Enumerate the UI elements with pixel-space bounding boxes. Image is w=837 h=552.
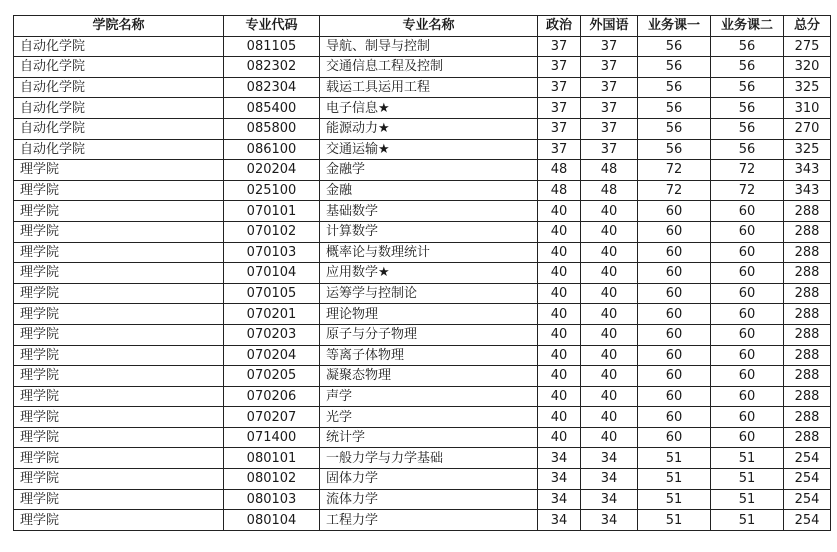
subject-one-score-cell: 60 (638, 324, 711, 345)
subject-one-score-cell: 60 (638, 263, 711, 284)
table-row (14, 180, 831, 201)
subject-one-score-cell: 56 (638, 77, 711, 98)
major-code-cell: 070103 (224, 242, 320, 263)
major-name-cell: 流体力学 (320, 489, 538, 510)
politics-score-cell: 40 (538, 386, 581, 407)
major-name-cell: 交通信息工程及控制 (320, 57, 538, 78)
major-name-cell: 金融 (320, 180, 538, 201)
politics-score-cell: 48 (538, 160, 581, 181)
politics-score-cell: 40 (538, 263, 581, 284)
header-row (14, 16, 831, 37)
foreign-language-score-cell: 37 (581, 139, 638, 160)
foreign-language-score-cell: 48 (581, 160, 638, 181)
college-name-cell: 理学院 (14, 427, 224, 448)
politics-score-cell: 37 (538, 57, 581, 78)
subject-two-score-cell: 51 (711, 510, 784, 531)
subject-one-score-cell: 51 (638, 448, 711, 469)
college-name-cell: 自动化学院 (14, 77, 224, 98)
table-row (14, 324, 831, 345)
politics-score-cell: 40 (538, 283, 581, 304)
header-subject-one: 业务课一 (638, 16, 711, 37)
college-name-cell: 理学院 (14, 263, 224, 284)
politics-score-cell: 40 (538, 221, 581, 242)
table-row (14, 366, 831, 387)
major-name-cell: 工程力学 (320, 510, 538, 531)
college-name-cell: 理学院 (14, 448, 224, 469)
total-score-cell: 288 (784, 345, 831, 366)
major-code-cell: 070205 (224, 366, 320, 387)
major-code-cell: 070101 (224, 201, 320, 222)
major-code-cell: 071400 (224, 427, 320, 448)
politics-score-cell: 40 (538, 242, 581, 263)
table-row (14, 407, 831, 428)
foreign-language-score-cell: 40 (581, 324, 638, 345)
subject-two-score-cell: 60 (711, 366, 784, 387)
politics-score-cell: 34 (538, 448, 581, 469)
total-score-cell: 254 (784, 448, 831, 469)
foreign-language-score-cell: 40 (581, 366, 638, 387)
subject-two-score-cell: 60 (711, 283, 784, 304)
table-body (14, 36, 831, 530)
total-score-cell: 270 (784, 118, 831, 139)
table-row (14, 221, 831, 242)
header-subject-two: 业务课二 (711, 16, 784, 37)
total-score-cell: 310 (784, 98, 831, 119)
major-name-cell: 凝聚态物理 (320, 366, 538, 387)
foreign-language-score-cell: 40 (581, 427, 638, 448)
subject-one-score-cell: 60 (638, 221, 711, 242)
foreign-language-score-cell: 48 (581, 180, 638, 201)
subject-one-score-cell: 60 (638, 283, 711, 304)
subject-one-score-cell: 60 (638, 242, 711, 263)
major-code-cell: 070203 (224, 324, 320, 345)
college-name-cell: 理学院 (14, 510, 224, 531)
total-score-cell: 254 (784, 489, 831, 510)
politics-score-cell: 34 (538, 469, 581, 490)
table-row (14, 427, 831, 448)
foreign-language-score-cell: 40 (581, 201, 638, 222)
total-score-cell: 320 (784, 57, 831, 78)
major-code-cell: 070102 (224, 221, 320, 242)
total-score-cell: 288 (784, 221, 831, 242)
major-name-cell: 电子信息★ (320, 98, 538, 119)
major-name-cell: 应用数学★ (320, 263, 538, 284)
college-name-cell: 理学院 (14, 304, 224, 325)
major-code-cell: 086100 (224, 139, 320, 160)
total-score-cell: 254 (784, 510, 831, 531)
major-name-cell: 光学 (320, 407, 538, 428)
foreign-language-score-cell: 40 (581, 263, 638, 284)
header-politics: 政治 (538, 16, 581, 37)
major-code-cell: 070201 (224, 304, 320, 325)
college-name-cell: 理学院 (14, 242, 224, 263)
header-total-score: 总分 (784, 16, 831, 37)
politics-score-cell: 37 (538, 139, 581, 160)
subject-two-score-cell: 51 (711, 448, 784, 469)
table-header (14, 16, 831, 37)
subject-one-score-cell: 60 (638, 345, 711, 366)
major-code-cell: 070206 (224, 386, 320, 407)
subject-two-score-cell: 56 (711, 139, 784, 160)
table-row (14, 242, 831, 263)
subject-one-score-cell: 72 (638, 160, 711, 181)
table-row (14, 469, 831, 490)
major-code-cell: 070104 (224, 263, 320, 284)
major-name-cell: 载运工具运用工程 (320, 77, 538, 98)
politics-score-cell: 37 (538, 77, 581, 98)
major-code-cell: 080102 (224, 469, 320, 490)
table-row (14, 345, 831, 366)
college-name-cell: 自动化学院 (14, 139, 224, 160)
subject-one-score-cell: 56 (638, 118, 711, 139)
foreign-language-score-cell: 37 (581, 57, 638, 78)
subject-two-score-cell: 56 (711, 77, 784, 98)
total-score-cell: 288 (784, 386, 831, 407)
subject-one-score-cell: 60 (638, 427, 711, 448)
major-name-cell: 能源动力★ (320, 118, 538, 139)
major-name-cell: 基础数学 (320, 201, 538, 222)
major-code-cell: 085800 (224, 118, 320, 139)
subject-two-score-cell: 56 (711, 57, 784, 78)
major-name-cell: 运筹学与控制论 (320, 283, 538, 304)
subject-one-score-cell: 51 (638, 489, 711, 510)
subject-two-score-cell: 60 (711, 386, 784, 407)
table-row (14, 98, 831, 119)
college-name-cell: 理学院 (14, 345, 224, 366)
subject-two-score-cell: 60 (711, 263, 784, 284)
table-row (14, 77, 831, 98)
politics-score-cell: 40 (538, 304, 581, 325)
college-name-cell: 理学院 (14, 469, 224, 490)
major-name-cell: 原子与分子物理 (320, 324, 538, 345)
major-name-cell: 理论物理 (320, 304, 538, 325)
header-major-code: 专业代码 (224, 16, 320, 37)
foreign-language-score-cell: 34 (581, 469, 638, 490)
college-name-cell: 理学院 (14, 221, 224, 242)
foreign-language-score-cell: 37 (581, 77, 638, 98)
subject-two-score-cell: 60 (711, 304, 784, 325)
subject-two-score-cell: 51 (711, 469, 784, 490)
politics-score-cell: 40 (538, 427, 581, 448)
header-major-name: 专业名称 (320, 16, 538, 37)
politics-score-cell: 37 (538, 118, 581, 139)
politics-score-cell: 40 (538, 366, 581, 387)
subject-one-score-cell: 56 (638, 57, 711, 78)
table-row (14, 160, 831, 181)
college-name-cell: 理学院 (14, 160, 224, 181)
politics-score-cell: 34 (538, 489, 581, 510)
college-name-cell: 理学院 (14, 489, 224, 510)
table-row (14, 118, 831, 139)
total-score-cell: 288 (784, 407, 831, 428)
major-name-cell: 一般力学与力学基础 (320, 448, 538, 469)
total-score-cell: 254 (784, 469, 831, 490)
subject-two-score-cell: 72 (711, 160, 784, 181)
major-code-cell: 070207 (224, 407, 320, 428)
subject-one-score-cell: 60 (638, 386, 711, 407)
score-table (13, 15, 831, 531)
foreign-language-score-cell: 34 (581, 489, 638, 510)
subject-two-score-cell: 60 (711, 427, 784, 448)
table-row (14, 304, 831, 325)
major-code-cell: 082302 (224, 57, 320, 78)
subject-one-score-cell: 51 (638, 510, 711, 531)
foreign-language-score-cell: 40 (581, 242, 638, 263)
total-score-cell: 288 (784, 263, 831, 284)
total-score-cell: 288 (784, 427, 831, 448)
politics-score-cell: 37 (538, 98, 581, 119)
total-score-cell: 288 (784, 201, 831, 222)
subject-one-score-cell: 51 (638, 469, 711, 490)
major-name-cell: 声学 (320, 386, 538, 407)
foreign-language-score-cell: 40 (581, 407, 638, 428)
subject-two-score-cell: 56 (711, 36, 784, 57)
major-code-cell: 080103 (224, 489, 320, 510)
subject-one-score-cell: 60 (638, 304, 711, 325)
subject-two-score-cell: 60 (711, 324, 784, 345)
table-row (14, 201, 831, 222)
foreign-language-score-cell: 40 (581, 283, 638, 304)
header-foreign-language: 外国语 (581, 16, 638, 37)
subject-one-score-cell: 60 (638, 366, 711, 387)
header-college-name: 学院名称 (14, 16, 224, 37)
politics-score-cell: 40 (538, 201, 581, 222)
subject-two-score-cell: 56 (711, 98, 784, 119)
total-score-cell: 288 (784, 283, 831, 304)
college-name-cell: 理学院 (14, 407, 224, 428)
table-row (14, 283, 831, 304)
foreign-language-score-cell: 37 (581, 98, 638, 119)
table-row (14, 263, 831, 284)
politics-score-cell: 40 (538, 324, 581, 345)
table-row (14, 57, 831, 78)
foreign-language-score-cell: 34 (581, 510, 638, 531)
major-code-cell: 082304 (224, 77, 320, 98)
politics-score-cell: 37 (538, 36, 581, 57)
subject-two-score-cell: 60 (711, 345, 784, 366)
college-name-cell: 自动化学院 (14, 57, 224, 78)
subject-two-score-cell: 60 (711, 242, 784, 263)
table-row (14, 386, 831, 407)
subject-one-score-cell: 56 (638, 139, 711, 160)
table-row (14, 139, 831, 160)
college-name-cell: 自动化学院 (14, 98, 224, 119)
total-score-cell: 325 (784, 139, 831, 160)
foreign-language-score-cell: 37 (581, 36, 638, 57)
foreign-language-score-cell: 40 (581, 304, 638, 325)
subject-two-score-cell: 60 (711, 407, 784, 428)
politics-score-cell: 48 (538, 180, 581, 201)
total-score-cell: 288 (784, 242, 831, 263)
major-code-cell: 085400 (224, 98, 320, 119)
total-score-cell: 343 (784, 160, 831, 181)
table-row (14, 510, 831, 531)
total-score-cell: 288 (784, 366, 831, 387)
college-name-cell: 自动化学院 (14, 36, 224, 57)
table-row (14, 489, 831, 510)
subject-one-score-cell: 60 (638, 201, 711, 222)
subject-two-score-cell: 72 (711, 180, 784, 201)
college-name-cell: 理学院 (14, 386, 224, 407)
subject-one-score-cell: 56 (638, 36, 711, 57)
total-score-cell: 343 (784, 180, 831, 201)
major-name-cell: 概率论与数理统计 (320, 242, 538, 263)
subject-one-score-cell: 56 (638, 98, 711, 119)
subject-one-score-cell: 72 (638, 180, 711, 201)
college-name-cell: 理学院 (14, 180, 224, 201)
subject-two-score-cell: 60 (711, 221, 784, 242)
college-name-cell: 自动化学院 (14, 118, 224, 139)
subject-one-score-cell: 60 (638, 407, 711, 428)
score-table-container (13, 15, 831, 531)
subject-two-score-cell: 51 (711, 489, 784, 510)
total-score-cell: 288 (784, 304, 831, 325)
subject-two-score-cell: 56 (711, 118, 784, 139)
major-name-cell: 统计学 (320, 427, 538, 448)
foreign-language-score-cell: 37 (581, 118, 638, 139)
total-score-cell: 288 (784, 324, 831, 345)
major-code-cell: 025100 (224, 180, 320, 201)
college-name-cell: 理学院 (14, 366, 224, 387)
politics-score-cell: 40 (538, 407, 581, 428)
total-score-cell: 275 (784, 36, 831, 57)
politics-score-cell: 40 (538, 345, 581, 366)
foreign-language-score-cell: 40 (581, 386, 638, 407)
major-code-cell: 070204 (224, 345, 320, 366)
major-code-cell: 020204 (224, 160, 320, 181)
major-code-cell: 081105 (224, 36, 320, 57)
major-name-cell: 金融学 (320, 160, 538, 181)
college-name-cell: 理学院 (14, 324, 224, 345)
table-row (14, 448, 831, 469)
major-name-cell: 交通运输★ (320, 139, 538, 160)
college-name-cell: 理学院 (14, 201, 224, 222)
major-name-cell: 等离子体物理 (320, 345, 538, 366)
major-name-cell: 固体力学 (320, 469, 538, 490)
foreign-language-score-cell: 40 (581, 345, 638, 366)
major-code-cell: 080104 (224, 510, 320, 531)
table-row (14, 36, 831, 57)
politics-score-cell: 34 (538, 510, 581, 531)
foreign-language-score-cell: 34 (581, 448, 638, 469)
major-code-cell: 070105 (224, 283, 320, 304)
major-code-cell: 080101 (224, 448, 320, 469)
major-name-cell: 导航、制导与控制 (320, 36, 538, 57)
major-name-cell: 计算数学 (320, 221, 538, 242)
total-score-cell: 325 (784, 77, 831, 98)
foreign-language-score-cell: 40 (581, 221, 638, 242)
subject-two-score-cell: 60 (711, 201, 784, 222)
college-name-cell: 理学院 (14, 283, 224, 304)
